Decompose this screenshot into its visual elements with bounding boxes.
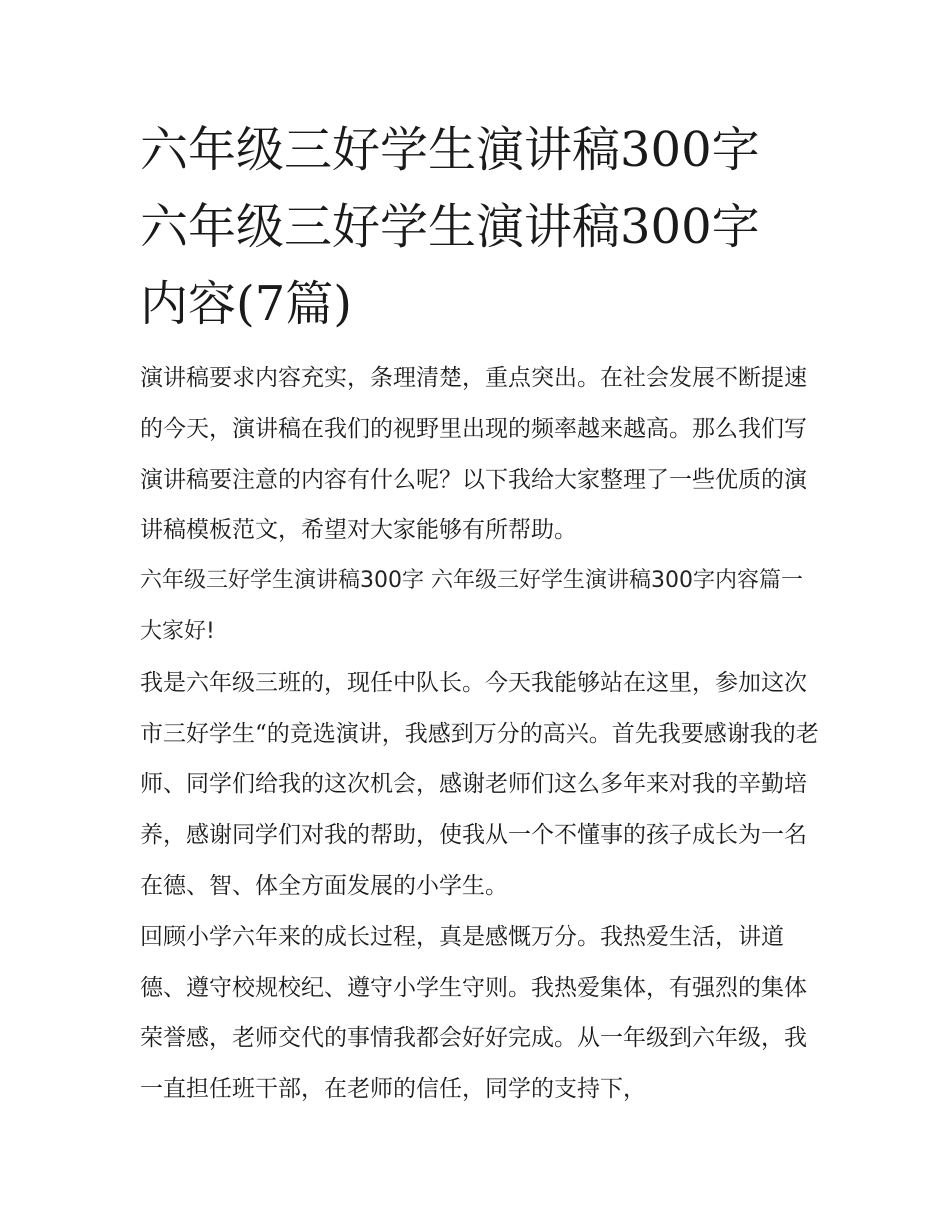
title-line-2: 六年级三好学生演讲稿300字 — [140, 199, 760, 255]
page-title — [140, 112, 830, 343]
intro-paragraph: 演讲稿要求内容充实，条理清楚，重点突出。在社会发展不断提速的今天，演讲稿在我们的视野里出现的频率越来越高。那么我们写演讲稿要注意的内容有什么呢？以下我给大家整理了一些优质的演讲稿模板范文，希望对大家能够有所帮助。 — [140, 365, 807, 544]
title-line-1: 六年级三好学生演讲稿300字 — [140, 122, 760, 178]
body-paragraph: 我是六年级三班的，现任中队长。今天我能够站在这里，参加这次市三好学生“的竞选演讲，我感到万分的高兴。首先我要感谢我的老师、同学们给我的这次机会，感谢老师们这么多年来对我的辛勤培养，感谢同学们对我的帮助，使我从一个不懂事的孩子成长为一名在德、智、体全方面发展的小学生。 — [140, 669, 819, 899]
title-line-3: 内容(7篇) — [140, 276, 352, 332]
section-heading-paragraph: 六年级三好学生演讲稿300字 六年级三好学生演讲稿300字内容篇一 大家好! — [140, 568, 803, 644]
body-paragraph: 回顾小学六年来的成长过程，真是感慨万分。我热爱生活，讲道德、遵守校规校纪、遵守小学生守则。我热爱集体，有强烈的集体荣誉感，老师交代的事情我都会好好完成。从一年级到六年级，我一直担任班干部，在老师的信任，同学的支持下， — [140, 923, 807, 1103]
document-body — [140, 353, 820, 1115]
